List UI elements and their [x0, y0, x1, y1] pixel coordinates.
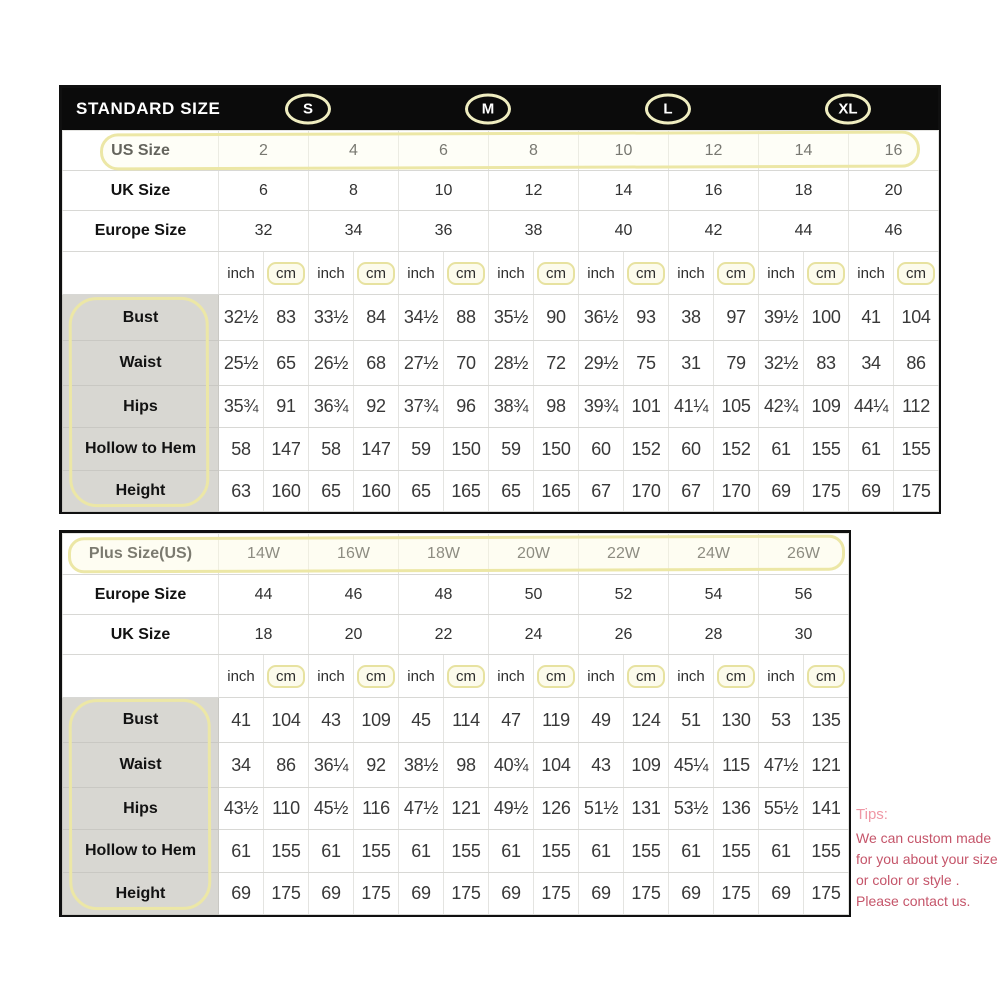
measurement-cell: 155: [804, 428, 849, 471]
measurement-cell: 109: [804, 386, 849, 428]
size-cell: 8: [489, 131, 579, 171]
size-cell: 24: [489, 615, 579, 655]
measurement-cell: 61: [219, 830, 264, 873]
measurement-cell: 69: [489, 873, 534, 915]
size-row-label: Europe Size: [63, 575, 219, 615]
size-cell: 14: [579, 171, 669, 211]
size-cell: 26W: [759, 534, 849, 575]
measurement-cell: 92: [354, 743, 399, 788]
measurement-cell: 25½: [219, 341, 264, 386]
measurement-cell: 141: [804, 788, 849, 830]
measurement-cell: 175: [264, 873, 309, 915]
measurement-cell: 121: [804, 743, 849, 788]
table-row: [63, 211, 939, 252]
cm-highlight-box: cm: [537, 262, 575, 285]
measurement-cell: 90: [534, 295, 579, 341]
measurement-cell: 59: [399, 428, 444, 471]
cm-highlight-box: cm: [627, 665, 665, 688]
unit-row-label: [63, 655, 219, 698]
size-cell: 52: [579, 575, 669, 615]
measurement-cell: 61: [849, 428, 894, 471]
size-group-oval-xl: XL: [825, 94, 871, 125]
unit-cm-cell: [534, 252, 579, 295]
measurement-cell: 175: [624, 873, 669, 915]
measurement-cell: 38¾: [489, 386, 534, 428]
measurement-cell: 53: [759, 698, 804, 743]
size-row-label: Plus Size(US): [63, 534, 219, 575]
measurement-cell: 155: [354, 830, 399, 873]
measurement-cell: 109: [354, 698, 399, 743]
measurement-cell: 68: [354, 341, 399, 386]
cm-highlight-box: cm: [717, 262, 755, 285]
size-cell: 10: [579, 131, 669, 171]
measurement-cell: 55½: [759, 788, 804, 830]
measurement-cell: 124: [624, 698, 669, 743]
measurement-cell: 32½: [759, 341, 804, 386]
unit-inch-cell: inch: [219, 252, 264, 295]
size-cell: 46: [309, 575, 399, 615]
measurement-cell: 175: [894, 471, 939, 512]
measurement-cell: 32½: [219, 295, 264, 341]
size-cell: 24W: [669, 534, 759, 575]
measurement-cell: 152: [714, 428, 759, 471]
measurement-cell: 41¼: [669, 386, 714, 428]
measurement-cell: 114: [444, 698, 489, 743]
measurement-cell: 51½: [579, 788, 624, 830]
size-cell: 32: [219, 211, 309, 252]
cm-highlight-box: cm: [447, 262, 485, 285]
size-cell: 12: [669, 131, 759, 171]
measurement-cell: 101: [624, 386, 669, 428]
size-cell: 16: [669, 171, 759, 211]
measurement-cell: 175: [804, 471, 849, 512]
measurement-cell: 59: [489, 428, 534, 471]
measurement-cell: 69: [669, 873, 714, 915]
measurement-cell: 28½: [489, 341, 534, 386]
measurement-cell: 38: [669, 295, 714, 341]
measurement-cell: 47½: [759, 743, 804, 788]
unit-cm-cell: [894, 252, 939, 295]
size-cell: 34: [309, 211, 399, 252]
unit-cm-cell: [444, 252, 489, 295]
size-cell: 20: [309, 615, 399, 655]
measurement-cell: 175: [534, 873, 579, 915]
size-cell: 6: [219, 171, 309, 211]
measurement-cell: 67: [579, 471, 624, 512]
measurement-cell: 69: [759, 873, 804, 915]
table-row: [63, 295, 939, 341]
measurement-cell: 175: [444, 873, 489, 915]
measurement-cell: 170: [714, 471, 759, 512]
measurement-cell: 165: [534, 471, 579, 512]
size-cell: 18W: [399, 534, 489, 575]
size-group-oval-m: M: [465, 94, 511, 125]
measurement-cell: 47½: [399, 788, 444, 830]
measurement-row-label: Bust: [63, 295, 219, 341]
measurement-cell: 150: [444, 428, 489, 471]
measurement-cell: 155: [534, 830, 579, 873]
measurement-cell: 69: [849, 471, 894, 512]
measurement-cell: 65: [309, 471, 354, 512]
measurement-cell: 175: [804, 873, 849, 915]
cm-highlight-box: cm: [447, 665, 485, 688]
measurement-cell: 116: [354, 788, 399, 830]
measurement-cell: 86: [264, 743, 309, 788]
tips-title: Tips:: [856, 806, 888, 823]
cm-highlight-box: cm: [357, 262, 395, 285]
unit-inch-cell: inch: [669, 252, 714, 295]
measurement-cell: 60: [579, 428, 624, 471]
measurement-cell: 175: [714, 873, 759, 915]
measurement-row-label: Hips: [63, 386, 219, 428]
measurement-cell: 37¾: [399, 386, 444, 428]
measurement-cell: 160: [354, 471, 399, 512]
measurement-cell: 152: [624, 428, 669, 471]
measurement-cell: 49½: [489, 788, 534, 830]
measurement-cell: 58: [309, 428, 354, 471]
table-row: [63, 428, 939, 471]
measurement-cell: 97: [714, 295, 759, 341]
measurement-cell: 69: [579, 873, 624, 915]
measurement-cell: 61: [309, 830, 354, 873]
size-cell: 14: [759, 131, 849, 171]
measurement-cell: 38½: [399, 743, 444, 788]
size-row-label: UK Size: [63, 171, 219, 211]
measurement-cell: 35½: [489, 295, 534, 341]
unit-cm-cell: [624, 252, 669, 295]
measurement-cell: 175: [354, 873, 399, 915]
measurement-cell: 72: [534, 341, 579, 386]
size-cell: 26: [579, 615, 669, 655]
unit-inch-cell: inch: [579, 252, 624, 295]
measurement-cell: 121: [444, 788, 489, 830]
size-cell: 40: [579, 211, 669, 252]
size-cell: 44: [219, 575, 309, 615]
plus-size-grid: [62, 533, 848, 915]
table-row: [63, 534, 849, 575]
table-row: [63, 341, 939, 386]
measurement-cell: 126: [534, 788, 579, 830]
measurement-cell: 79: [714, 341, 759, 386]
unit-inch-cell: inch: [309, 252, 354, 295]
unit-cm-cell: [714, 252, 759, 295]
measurement-cell: 104: [264, 698, 309, 743]
measurement-cell: 36¾: [309, 386, 354, 428]
size-cell: 42: [669, 211, 759, 252]
measurement-cell: 43: [309, 698, 354, 743]
unit-cm-cell: [264, 252, 309, 295]
measurement-row-label: Height: [63, 471, 219, 512]
size-cell: 22W: [579, 534, 669, 575]
unit-cm-cell: [354, 655, 399, 698]
cm-highlight-box: cm: [807, 665, 845, 688]
table-row: [63, 252, 939, 295]
tips-line: for you about your size: [856, 850, 998, 867]
unit-cm-cell: [354, 252, 399, 295]
measurement-cell: 43: [579, 743, 624, 788]
size-cell: 36: [399, 211, 489, 252]
cm-highlight-box: cm: [897, 262, 935, 285]
standard-size-grid: [62, 130, 938, 512]
tips-line: Please contact us.: [856, 892, 971, 909]
size-row-label: Europe Size: [63, 211, 219, 252]
size-group-oval-s: S: [285, 94, 331, 125]
measurement-cell: 53½: [669, 788, 714, 830]
size-cell: 50: [489, 575, 579, 615]
measurement-cell: 155: [624, 830, 669, 873]
measurement-cell: 88: [444, 295, 489, 341]
measurement-cell: 33½: [309, 295, 354, 341]
measurement-row-label: Waist: [63, 743, 219, 788]
table-row: [63, 575, 849, 615]
size-cell: 28: [669, 615, 759, 655]
measurement-cell: 110: [264, 788, 309, 830]
unit-cm-cell: [444, 655, 489, 698]
unit-inch-cell: inch: [309, 655, 354, 698]
measurement-cell: 63: [219, 471, 264, 512]
measurement-cell: 42¾: [759, 386, 804, 428]
table-row: [63, 743, 849, 788]
cm-highlight-box: cm: [267, 665, 305, 688]
measurement-cell: 39½: [759, 295, 804, 341]
measurement-cell: 100: [804, 295, 849, 341]
measurement-cell: 70: [444, 341, 489, 386]
table-row: [63, 698, 849, 743]
measurement-cell: 92: [354, 386, 399, 428]
cm-highlight-box: cm: [537, 665, 575, 688]
measurement-cell: 155: [894, 428, 939, 471]
size-cell: 22: [399, 615, 489, 655]
size-group-oval-l: L: [645, 94, 691, 125]
unit-inch-cell: inch: [759, 655, 804, 698]
measurement-row-label: Hips: [63, 788, 219, 830]
measurement-cell: 130: [714, 698, 759, 743]
size-cell: 4: [309, 131, 399, 171]
measurement-cell: 31: [669, 341, 714, 386]
unit-cm-cell: [804, 252, 849, 295]
measurement-cell: 170: [624, 471, 669, 512]
size-cell: 14W: [219, 534, 309, 575]
measurement-cell: 34½: [399, 295, 444, 341]
table-row: [63, 830, 849, 873]
tips-note: [856, 804, 1000, 912]
size-row-label: US Size: [63, 131, 219, 171]
measurement-cell: 58: [219, 428, 264, 471]
unit-inch-cell: inch: [399, 655, 444, 698]
measurement-cell: 104: [534, 743, 579, 788]
measurement-cell: 47: [489, 698, 534, 743]
measurement-cell: 83: [804, 341, 849, 386]
table-row: [63, 131, 939, 171]
measurement-cell: 61: [489, 830, 534, 873]
measurement-cell: 112: [894, 386, 939, 428]
measurement-row-label: Hollow to Hem: [63, 830, 219, 873]
size-cell: 16W: [309, 534, 399, 575]
measurement-cell: 40¾: [489, 743, 534, 788]
size-cell: 44: [759, 211, 849, 252]
unit-cm-cell: [714, 655, 759, 698]
standard-size-table: [59, 85, 941, 514]
measurement-cell: 41: [219, 698, 264, 743]
measurement-cell: 60: [669, 428, 714, 471]
unit-inch-cell: inch: [489, 655, 534, 698]
cm-highlight-box: cm: [357, 665, 395, 688]
unit-cm-cell: [264, 655, 309, 698]
unit-cm-cell: [624, 655, 669, 698]
unit-row-label: [63, 252, 219, 295]
measurement-cell: 93: [624, 295, 669, 341]
measurement-cell: 165: [444, 471, 489, 512]
size-cell: 20W: [489, 534, 579, 575]
measurement-cell: 98: [534, 386, 579, 428]
size-cell: 20: [849, 171, 939, 211]
size-cell: 38: [489, 211, 579, 252]
measurement-cell: 115: [714, 743, 759, 788]
cm-highlight-box: cm: [627, 262, 665, 285]
measurement-cell: 147: [264, 428, 309, 471]
size-chart-table: [62, 533, 849, 915]
measurement-cell: 26½: [309, 341, 354, 386]
size-cell: 56: [759, 575, 849, 615]
measurement-row-label: Bust: [63, 698, 219, 743]
table-row: [63, 615, 849, 655]
size-cell: 12: [489, 171, 579, 211]
unit-inch-cell: inch: [489, 252, 534, 295]
size-cell: 54: [669, 575, 759, 615]
unit-inch-cell: inch: [399, 252, 444, 295]
measurement-cell: 45¼: [669, 743, 714, 788]
unit-cm-cell: [804, 655, 849, 698]
standard-size-title: STANDARD SIZE: [76, 99, 221, 118]
measurement-row-label: Height: [63, 873, 219, 915]
measurement-cell: 96: [444, 386, 489, 428]
unit-inch-cell: inch: [669, 655, 714, 698]
measurement-cell: 65: [264, 341, 309, 386]
measurement-cell: 105: [714, 386, 759, 428]
cm-highlight-box: cm: [717, 665, 755, 688]
measurement-cell: 61: [399, 830, 444, 873]
measurement-cell: 91: [264, 386, 309, 428]
measurement-cell: 61: [759, 830, 804, 873]
measurement-cell: 155: [444, 830, 489, 873]
measurement-cell: 45: [399, 698, 444, 743]
size-cell: 8: [309, 171, 399, 211]
measurement-cell: 49: [579, 698, 624, 743]
table-row: [63, 171, 939, 211]
unit-inch-cell: inch: [759, 252, 804, 295]
measurement-cell: 69: [219, 873, 264, 915]
measurement-cell: 61: [669, 830, 714, 873]
unit-inch-cell: inch: [219, 655, 264, 698]
measurement-cell: 131: [624, 788, 669, 830]
measurement-cell: 35¾: [219, 386, 264, 428]
measurement-cell: 69: [309, 873, 354, 915]
measurement-cell: 43½: [219, 788, 264, 830]
size-cell: 6: [399, 131, 489, 171]
unit-inch-cell: inch: [579, 655, 624, 698]
measurement-cell: 160: [264, 471, 309, 512]
size-cell: 18: [759, 171, 849, 211]
size-cell: 16: [849, 131, 939, 171]
cm-highlight-box: cm: [267, 262, 305, 285]
measurement-cell: 83: [264, 295, 309, 341]
measurement-cell: 98: [444, 743, 489, 788]
measurement-cell: 65: [399, 471, 444, 512]
standard-size-header-bar: [62, 88, 938, 130]
unit-cm-cell: [534, 655, 579, 698]
measurement-cell: 86: [894, 341, 939, 386]
measurement-cell: 147: [354, 428, 399, 471]
measurement-cell: 155: [804, 830, 849, 873]
table-row: [63, 873, 849, 915]
size-cell: 46: [849, 211, 939, 252]
measurement-cell: 51: [669, 698, 714, 743]
size-cell: 10: [399, 171, 489, 211]
table-row: [63, 386, 939, 428]
measurement-cell: 41: [849, 295, 894, 341]
measurement-cell: 34: [849, 341, 894, 386]
measurement-cell: 45½: [309, 788, 354, 830]
size-row-label: UK Size: [63, 615, 219, 655]
measurement-cell: 44¼: [849, 386, 894, 428]
measurement-cell: 39¾: [579, 386, 624, 428]
measurement-cell: 104: [894, 295, 939, 341]
measurement-cell: 34: [219, 743, 264, 788]
size-cell: 48: [399, 575, 489, 615]
measurement-cell: 36½: [579, 295, 624, 341]
measurement-cell: 119: [534, 698, 579, 743]
cm-highlight-box: cm: [807, 262, 845, 285]
measurement-cell: 75: [624, 341, 669, 386]
measurement-row-label: Waist: [63, 341, 219, 386]
table-row: [63, 788, 849, 830]
tips-line: or color or style .: [856, 871, 960, 888]
measurement-cell: 155: [264, 830, 309, 873]
measurement-cell: 61: [579, 830, 624, 873]
measurement-cell: 65: [489, 471, 534, 512]
measurement-row-label: Hollow to Hem: [63, 428, 219, 471]
measurement-cell: 27½: [399, 341, 444, 386]
table-row: [63, 471, 939, 512]
measurement-cell: 61: [759, 428, 804, 471]
measurement-cell: 136: [714, 788, 759, 830]
measurement-cell: 69: [399, 873, 444, 915]
measurement-cell: 84: [354, 295, 399, 341]
measurement-cell: 150: [534, 428, 579, 471]
measurement-cell: 109: [624, 743, 669, 788]
measurement-cell: 155: [714, 830, 759, 873]
size-cell: 30: [759, 615, 849, 655]
size-cell: 2: [219, 131, 309, 171]
plus-size-table: [59, 530, 851, 917]
measurement-cell: 69: [759, 471, 804, 512]
size-cell: 18: [219, 615, 309, 655]
measurement-cell: 135: [804, 698, 849, 743]
tips-line: We can custom made: [856, 829, 992, 846]
unit-inch-cell: inch: [849, 252, 894, 295]
measurement-cell: 67: [669, 471, 714, 512]
table-row: [63, 655, 849, 698]
size-chart-table: [62, 130, 939, 512]
measurement-cell: 29½: [579, 341, 624, 386]
measurement-cell: 36¼: [309, 743, 354, 788]
